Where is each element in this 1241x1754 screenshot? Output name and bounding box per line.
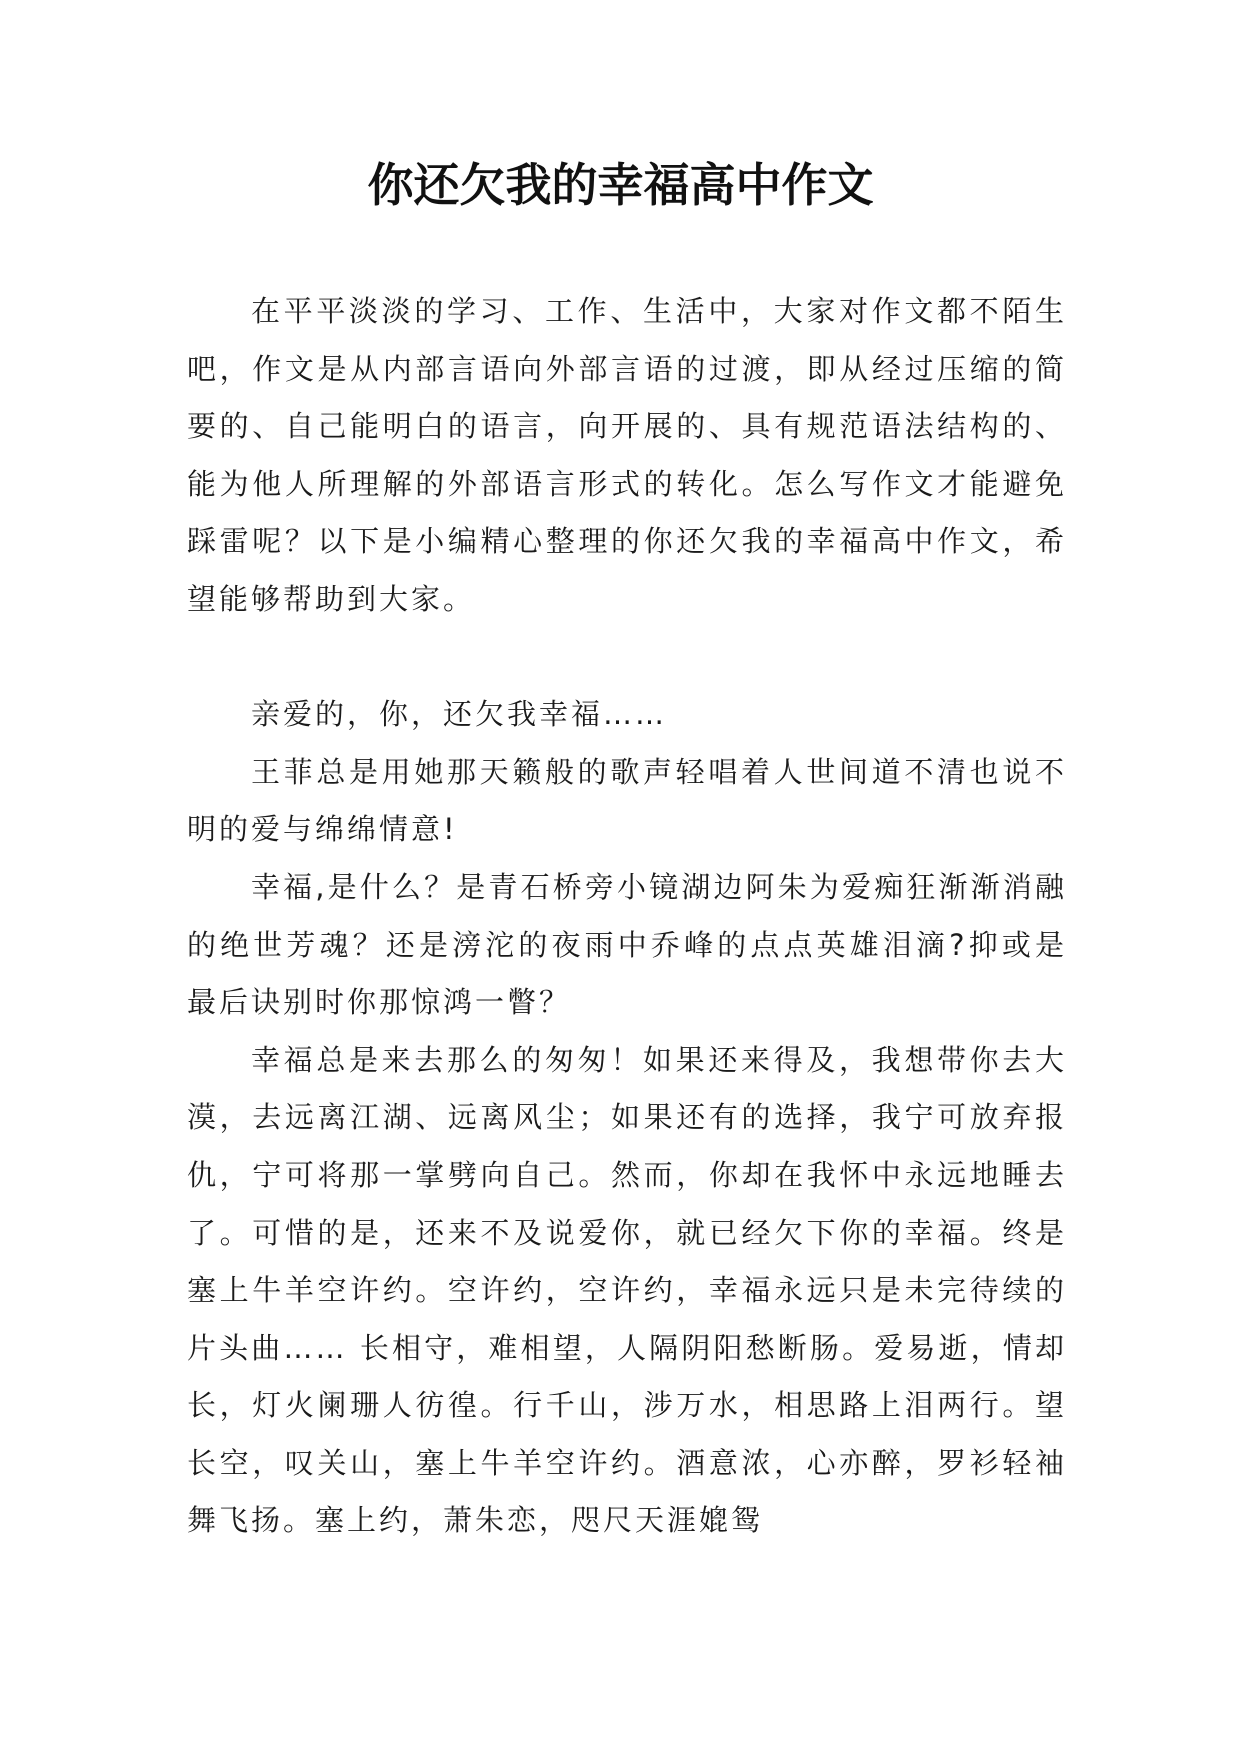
document-body [187, 283, 1067, 1550]
paragraph-spacer [187, 629, 1067, 687]
body-paragraph: 幸福总是来去那么的匆匆！如果还来得及，我想带你去大漠，去远离江湖、远离风尘；如果还有的选择，我宁可放弃报仇，宁可将那一掌劈向自己。然而，你却在我怀中永远地睡去了。可惜的是，还来不及说爱你，就已经欠下你的幸福。终是塞上牛羊空许约。空许约，空许约，幸福永远只是未完待续的片头曲…… 长相守，难相望，人隔阴阳愁断肠。爱易逝，情却长，灯火阑珊人彷徨。行千山，涉万水，相思路上泪两行。望长空，叹关山，塞上牛羊空许约。酒意浓，心亦醉，罗衫轻袖舞飞扬。塞上约，萧朱恋，咫尺天涯媲鸳 [187, 1042, 1067, 1538]
intro-paragraph: 在平平淡淡的学习、工作、生活中，大家对作文都不陌生吧，作文是从内部言语向外部言语的过渡，即从经过压缩的简要的、自己能明白的语言，向开展的、具有规范语法结构的、能为他人所理解的外部语言形式的转化。怎么写作文才能避免踩雷呢？以下是小编精心整理的你还欠我的幸福高中作文，希望能够帮助到大家。 [187, 294, 1067, 616]
document-title: 你还欠我的幸福高中作文 [367, 158, 874, 212]
body-paragraph: 王菲总是用她那天籁般的歌声轻唱着人世间道不清也说不明的爱与绵绵情意! [187, 754, 1067, 847]
body-paragraph: 幸福,是什么？是青石桥旁小镜湖边阿朱为爱痴狂渐渐消融的绝世芳魂？还是滂沱的夜雨中乔峰的点点英雄泪滴?抑或是最后诀别时你那惊鸿一瞥？ [187, 869, 1067, 1020]
body-paragraph: 亲爱的，你，还欠我幸福…… [251, 697, 668, 732]
